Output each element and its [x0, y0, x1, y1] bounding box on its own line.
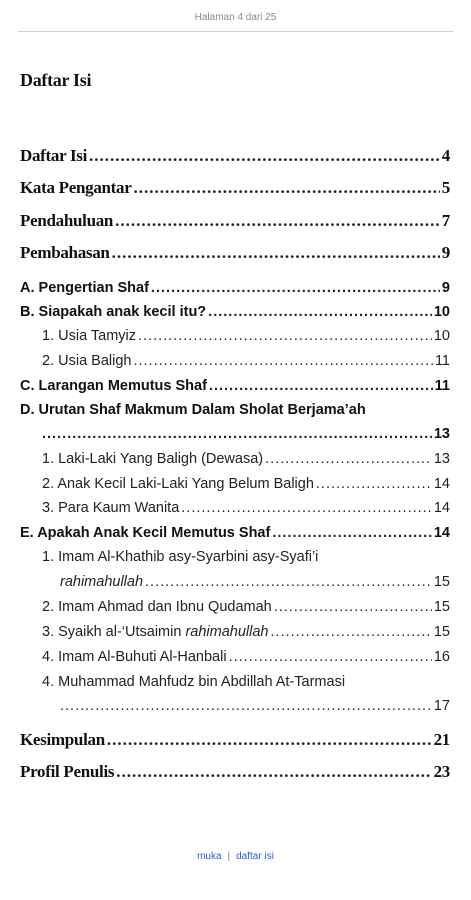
leader-dots — [112, 243, 440, 263]
toc-page-number: 13 — [433, 451, 450, 467]
toc-entry-a[interactable] — [20, 280, 450, 296]
leader-dots — [265, 451, 432, 467]
leader-dots — [209, 378, 433, 394]
toc-label-italic: rahimahullah — [185, 624, 269, 640]
toc-page-number: 15 — [433, 624, 450, 640]
leader-dots — [133, 178, 439, 198]
toc-page-number: 10 — [433, 328, 450, 344]
leader-dots — [145, 574, 432, 590]
toc-page-number: 10 — [433, 304, 450, 320]
leader-dots — [270, 624, 431, 640]
leader-dots — [181, 500, 432, 516]
page-indicator: Halaman 4 dari 25 — [194, 12, 277, 23]
leader-dots — [274, 599, 432, 615]
toc-page-number: 4 — [441, 146, 450, 165]
toc-page-number: 15 — [433, 599, 450, 615]
toc-page-number: 11 — [434, 378, 450, 394]
toc-label: 4. Imam Al-Buhuti Al-Hanbali — [42, 649, 227, 665]
toc-page-number: 11 — [434, 353, 450, 369]
toc-label: 1. Laki-Laki Yang Baligh (Dewasa) — [42, 451, 264, 467]
toc-label: 2. Usia Baligh — [42, 353, 132, 369]
leader-dots — [208, 304, 432, 320]
footer-nav — [0, 851, 471, 862]
leader-dots — [316, 476, 432, 492]
leader-dots — [272, 525, 432, 541]
toc-page-number: 5 — [441, 178, 450, 197]
toc-entry-profil-penulis[interactable] — [20, 762, 450, 782]
daftar-isi-link[interactable]: daftar isi — [236, 851, 274, 862]
leader-dots — [60, 698, 432, 714]
toc-entry-b1[interactable] — [42, 328, 450, 344]
leader-dots — [133, 353, 432, 369]
toc-entry-d[interactable] — [42, 426, 450, 442]
toc-entry-pendahuluan[interactable] — [20, 211, 450, 231]
toc-entry-d-title[interactable]: D. Urutan Shaf Makmum Dalam Sholat Berjama’ah — [20, 402, 366, 418]
toc-page-number: 16 — [433, 649, 450, 665]
leader-dots — [115, 211, 440, 231]
toc-page-number: 23 — [433, 762, 450, 781]
toc-entry-d2[interactable] — [42, 476, 450, 492]
toc-label — [42, 624, 268, 640]
toc-label: A. Pengertian Shaf — [20, 280, 149, 296]
toc-label: 2. Anak Kecil Laki-Laki Yang Belum Baligh — [42, 476, 314, 492]
toc-label: Kesimpulan — [20, 730, 105, 749]
toc-entry-d1[interactable] — [42, 451, 450, 467]
toc-label: 1. Usia Tamyiz — [42, 328, 137, 344]
page-title: Daftar Isi — [20, 70, 92, 90]
toc-entry-e3[interactable] — [42, 624, 450, 640]
toc-entry-e1[interactable] — [60, 574, 450, 590]
toc-entry-kesimpulan[interactable] — [20, 730, 450, 750]
muka-link[interactable]: muka — [197, 851, 222, 862]
toc-label-text: 3. Syaikh al-‘Utsaimin — [42, 624, 186, 640]
toc-entry-e4[interactable] — [42, 649, 450, 665]
leader-dots — [151, 280, 440, 296]
toc-page-number: 14 — [433, 500, 450, 516]
toc-label: C. Larangan Memutus Shaf — [20, 378, 207, 394]
toc-page-number: 21 — [433, 730, 450, 749]
toc-entry-e1-title[interactable]: 1. Imam Al-Khathib asy-Syarbini asy-Syafi’i — [42, 549, 319, 565]
toc-label: Kata Pengantar — [20, 178, 132, 197]
toc-label: Pembahasan — [20, 243, 110, 262]
toc-page-number: 9 — [441, 243, 450, 262]
leader-dots — [138, 328, 432, 344]
toc-page-number: 13 — [433, 426, 450, 442]
leader-dots — [116, 762, 431, 782]
leader-dots — [107, 730, 432, 750]
toc-entry-e5[interactable] — [60, 698, 450, 714]
toc-entry-daftar-isi[interactable] — [20, 146, 450, 166]
toc-entry-e2[interactable] — [42, 599, 450, 615]
toc-entry-e[interactable] — [20, 525, 450, 541]
toc-entry-e5-title[interactable]: 4. Muhammad Mahfudz bin Abdillah At-Tarmasi — [42, 674, 346, 690]
toc-label: Profil Penulis — [20, 762, 115, 781]
toc-page-number: 14 — [433, 525, 450, 541]
toc-page-number: 9 — [441, 280, 450, 296]
toc-label: Pendahuluan — [20, 211, 114, 230]
toc-label: Daftar Isi — [20, 146, 88, 165]
leader-dots — [89, 146, 440, 166]
toc-entry-b[interactable] — [20, 304, 450, 320]
leader-dots — [229, 649, 432, 665]
toc-page-number: 14 — [433, 476, 450, 492]
toc-entry-d3[interactable] — [42, 500, 450, 516]
toc-entry-pembahasan[interactable] — [20, 243, 450, 263]
leader-dots — [42, 426, 432, 442]
toc-entry-b2[interactable] — [42, 353, 450, 369]
toc-page-number: 7 — [441, 211, 450, 230]
toc-entry-c[interactable] — [20, 378, 450, 394]
toc-label: E. Apakah Anak Kecil Memutus Shaf — [20, 525, 271, 541]
toc-page-number: 17 — [433, 698, 450, 714]
toc-label: 3. Para Kaum Wanita — [42, 500, 180, 516]
toc-label-italic: rahimahullah — [60, 574, 144, 590]
toc-label: 2. Imam Ahmad dan Ibnu Qudamah — [42, 599, 272, 615]
toc-page-number: 15 — [433, 574, 450, 590]
toc-entry-kata-pengantar[interactable] — [20, 178, 450, 198]
footer-separator: | — [227, 851, 231, 862]
toc-label: B. Siapakah anak kecil itu? — [20, 304, 207, 320]
toc-label — [60, 574, 143, 590]
